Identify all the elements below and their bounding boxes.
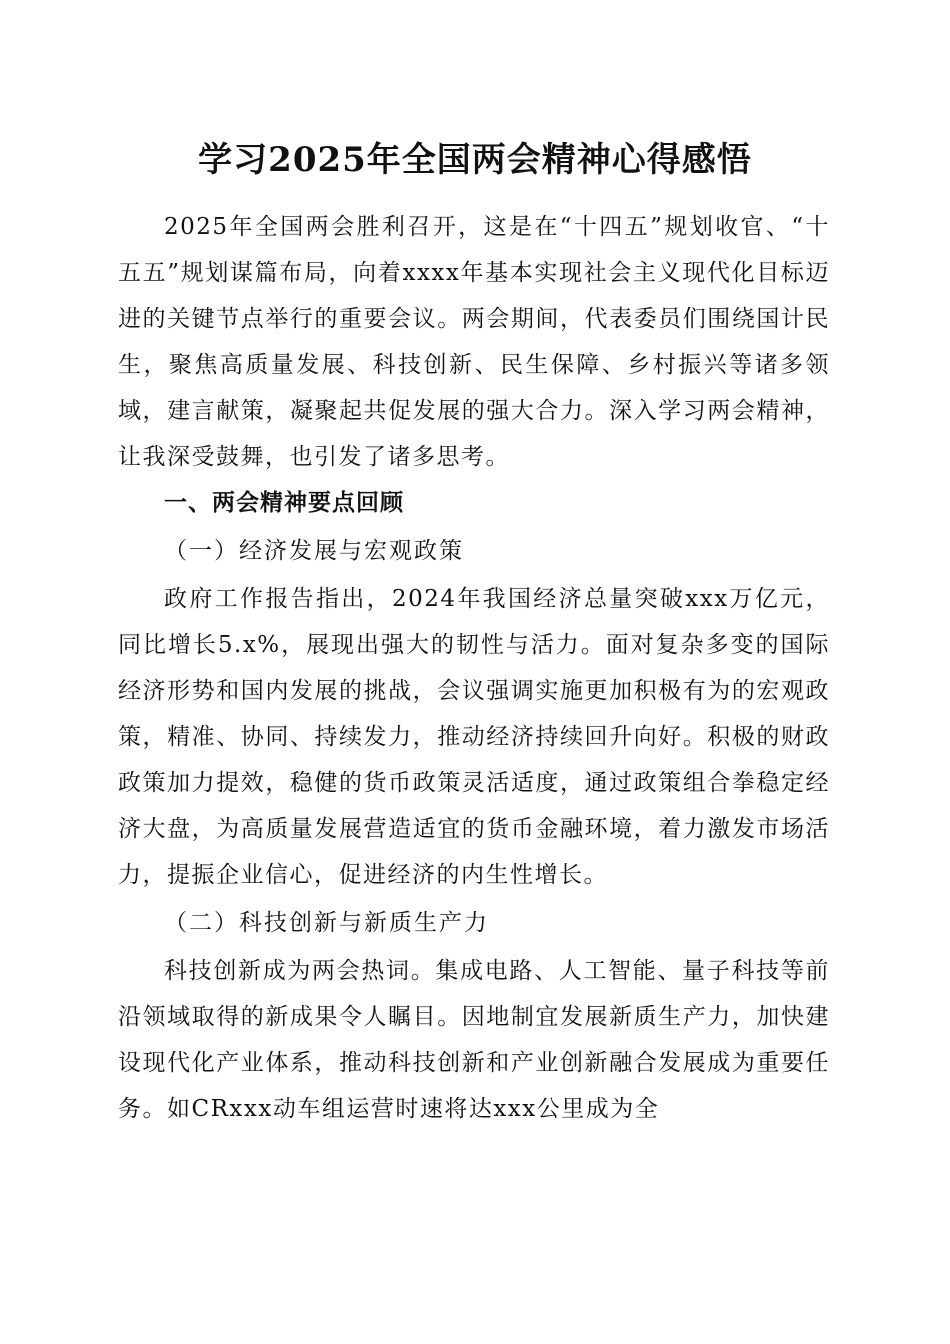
subsection-heading-technology: （二）科技创新与新质生产力 — [164, 910, 489, 936]
document-body — [118, 204, 830, 1132]
section-heading: 一、两会精神要点回顾 — [164, 489, 404, 516]
document-title: 学习2025年全国两会精神心得感悟 — [198, 140, 752, 180]
economy-paragraph: 政府工作报告指出，2024年我国经济总量突破xxx万亿元，同比增长5.x%，展现出强大的韧性与活力。面对复杂多变的国际经济形势和国内发展的挑战，会议强调实施更加积极有为的宏观政策，精准、协同、持续发力，推动经济持续回升向好。积极的财政政策加力提效，稳健的货币政策灵活适度，通过政策组合拳稳定经济大盘，为高质量发展营造适宜的货币金融环境，着力激发市场活力，提振企业信心，促进经济的内生性增长。 — [118, 586, 830, 888]
technology-paragraph: 科技创新成为两会热词。集成电路、人工智能、量子科技等前沿领域取得的新成果令人瞩目。因地制宜发展新质生产力，加快建设现代化产业体系，推动科技创新和产业创新融合发展成为重要任务。如CRxxx动车组运营时速将达xxx公里成为全 — [118, 958, 830, 1122]
intro-paragraph: 2025年全国两会胜利召开，这是在“十四五”规划收官、“十五五”规划谋篇布局，向着xxxx年基本实现社会主义现代化目标迈进的关键节点举行的重要会议。两会期间，代表委员们围绕国计民生，聚焦高质量发展、科技创新、民生保障、乡村振兴等诸多领域，建言献策，凝聚起共促发展的强大合力。深入学习两会精神，让我深受鼓舞，也引发了诸多思考。 — [118, 214, 830, 470]
subsection-heading-economy: （一）经济发展与宏观政策 — [164, 538, 464, 564]
